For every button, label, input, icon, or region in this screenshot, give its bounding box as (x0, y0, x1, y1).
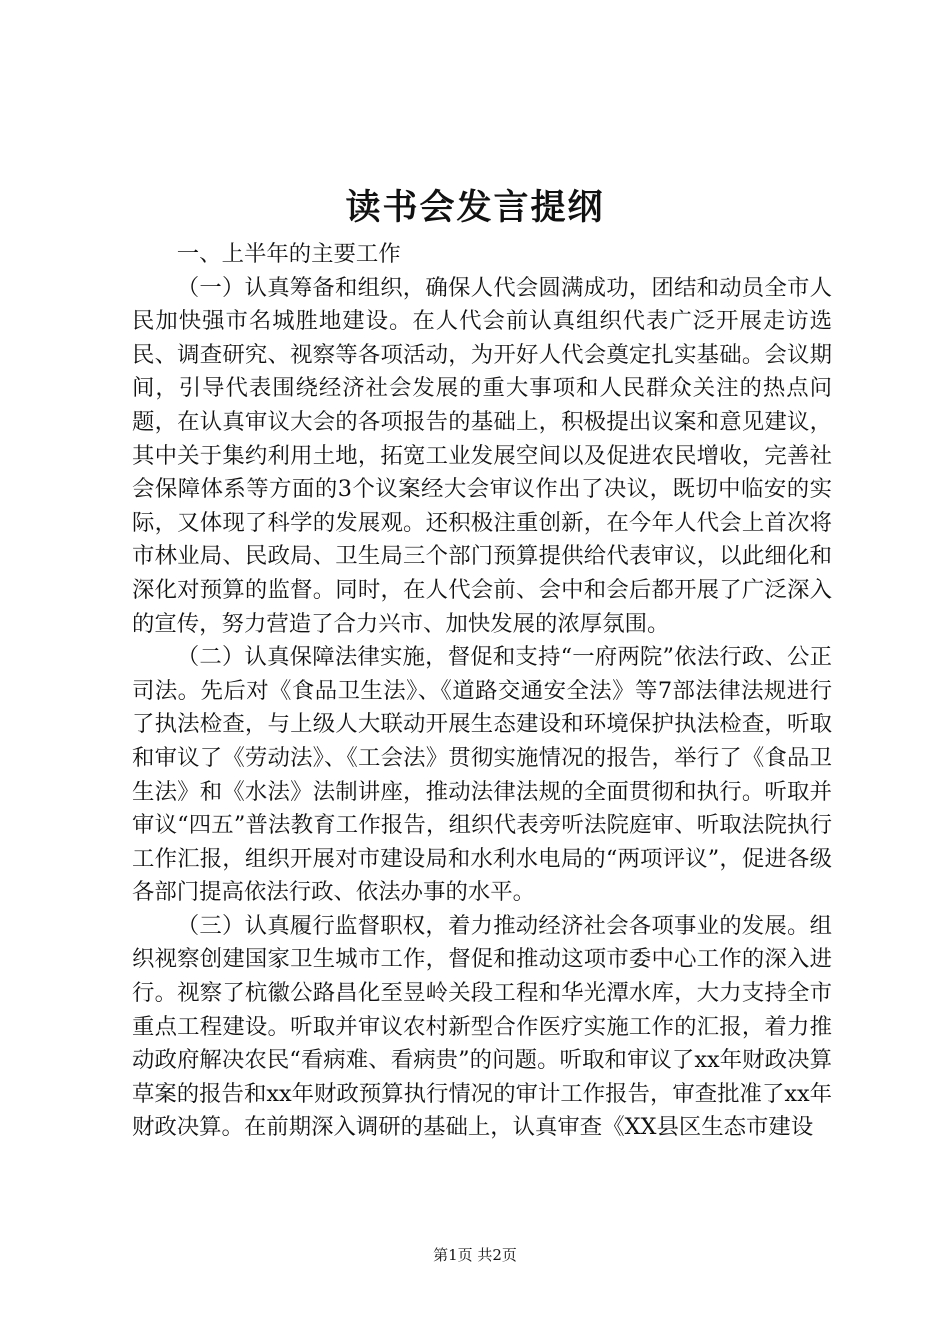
paragraph: （二）认真保障法律实施，督促和支持“一府两院”依法行政、公正司法。先后对《食品卫生法》、《道路交通安全法》等7部法律法规进行了执法检查，与上级人大联动开展生态建设和环境保护执法检查，听取和审议了《劳动法》、《工会法》贯彻实施情况的报告，举行了《食品卫生法》和《水法》法制讲座，推动法律法规的全面贯彻和执行。听取并审议“四五”普法教育工作报告，组织代表旁听法院庭审、听取法院执行工作汇报，组织开展对市建设局和水利水电局的“两项评议”，促进各级各部门提高依法行政、依法办事的水平。 (132, 644, 832, 906)
document-title: 读书会发言提纲 (345, 187, 605, 228)
section-heading: 一、上半年的主要工作 (176, 241, 401, 267)
paragraph: （三）认真履行监督职权，着力推动经济社会各项事业的发展。组织视察创建国家卫生城市工作，督促和推动这项市委中心工作的深入进行。视察了杭徽公路昌化至昱岭关段工程和华光潭水库，大力支持全市重点工程建设。听取并审议农村新型合作医疗实施工作的汇报，着力推动政府解决农民“看病难、看病贵”的问题。听取和审议了xx年财政决算草案的报告和xx年财政预算执行情况的审计工作报告，审查批准了xx年财政决算。在前期深入调研的基础上，认真审查《XX县区生态市建设 (132, 912, 832, 1141)
page-number: 第1页 共2页 (433, 1246, 517, 1264)
document-body (132, 238, 832, 1145)
paragraph: （一）认真筹备和组织，确保人代会圆满成功，团结和动员全市人民加快强市名城胜地建设。在人代会前认真组织代表广泛开展走访选民、调查研究、视察等各项活动，为开好人代会奠定扎实基础。会议期间，引导代表围绕经济社会发展的重大事项和人民群众关注的热点问题，在认真审议大会的各项报告的基础上，积极提出议案和意见建议，其中关于集约利用土地，拓宽工业发展空间以及促进农民增收，完善社会保障体系等方面的3个议案经大会审议作出了决议，既切中临安的实际，又体现了科学的发展观。还积极注重创新，在今年人代会上首次将市林业局、民政局、卫生局三个部门预算提供给代表审议，以此细化和深化对预算的监督。同时，在人代会前、会中和会后都开展了广泛深入的宣传，努力营造了合力兴市、加快发展的浓厚氛围。 (132, 274, 832, 637)
